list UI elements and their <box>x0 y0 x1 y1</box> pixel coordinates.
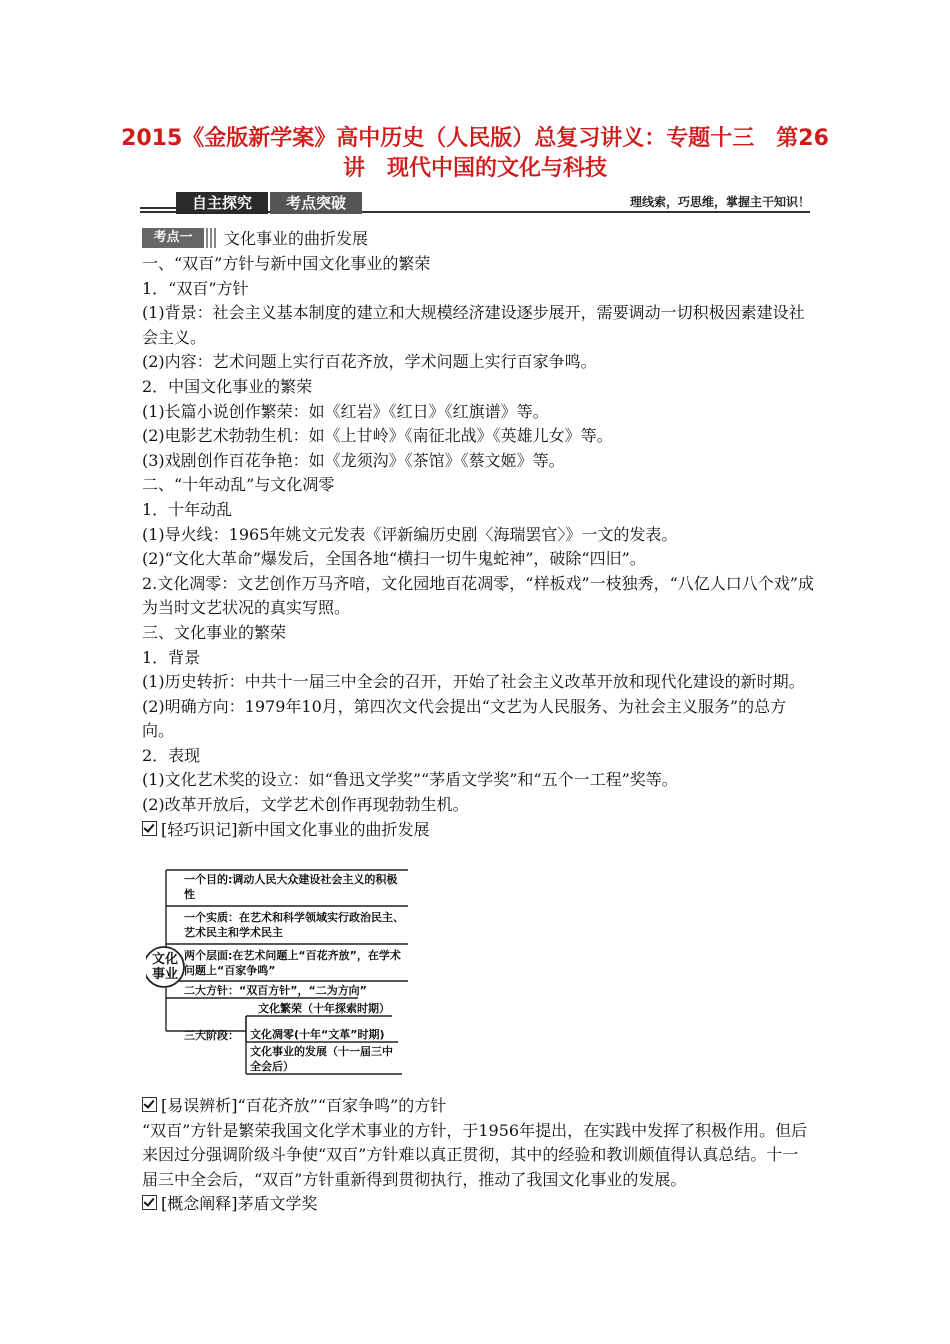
lower-content <box>142 1094 814 1217</box>
checkbox-icon <box>142 821 157 836</box>
text-line: (1)文化艺术奖的设立：如“鲁迅文学奖”“茅盾文学奖”和“五个一工程”奖等。 <box>142 770 678 790</box>
text-line: (1)长篇小说创作繁荣：如《红岩》《红日》《红旗谱》等。 <box>142 401 549 421</box>
checkbox-icon <box>142 1097 157 1112</box>
heading-1: 一、“双百”方针与新中国文化事业的繁荣 <box>142 254 431 273</box>
note-concept <box>142 1192 814 1217</box>
title-line-2: 讲 现代中国的文化与科技 <box>342 156 607 181</box>
note-misconception-text: [易误辨析]“百花齐放”“百家争鸣”的方针 <box>161 1096 447 1115</box>
diagram-stage-prosperity: 文化繁荣（十年探索时期） <box>258 1002 390 1015</box>
kaodian-label: 文化事业的曲折发展 <box>224 229 369 248</box>
heading-3: 三、文化事业的繁荣 <box>142 622 287 642</box>
text-line: (1)历史转折：中共十一届三中全会的召开，开始了社会主义改革开放和现代化建设的新时期。 <box>142 672 805 692</box>
text-line: (2)改革开放后，文学艺术创作再现勃勃生机。 <box>142 795 469 815</box>
subheading: 2．表现 <box>142 745 201 765</box>
kaodian-badge: 考点一 <box>142 228 204 248</box>
diagram-center <box>150 952 180 982</box>
diagram-branch-purpose: 一个目的:调动人民大众建设社会主义的积极性 <box>184 873 398 901</box>
note-misconception <box>142 1094 814 1119</box>
diagram-branch-essence: 一个实质：在艺术和科学领域实行政治民主、艺术民主和学术民主 <box>184 911 404 939</box>
note-memory <box>142 818 814 843</box>
banner-tab-breakthrough: 考点突破 <box>270 192 362 214</box>
note-memory-text: [轻巧识记]新中国文化事业的曲折发展 <box>161 819 430 839</box>
text-line: (3)戏剧创作百花争艳：如《龙须沟》《茶馆》《蔡文姬》等。 <box>142 450 565 470</box>
diagram-center-line2: 事业 <box>151 967 178 982</box>
diagram-stage-development: 文化事业的发展（十一届三中全会后） <box>250 1045 393 1073</box>
text-line: (2)电影艺术勃勃生机：如《上甘岭》《南征北战》《英雄儿女》等。 <box>142 426 613 446</box>
heading-2: 二、“十年动乱”与文化凋零 <box>142 475 335 495</box>
title-line-1: 2015《金版新学案》高中历史（人民版）总复习讲义：专题十三 第26 <box>121 126 829 151</box>
main-content <box>142 252 814 842</box>
banner-slogan: 理线索，巧思维，掌握主干知识！ <box>629 195 810 209</box>
document-title <box>120 124 830 184</box>
text-line: (2)内容：艺术问题上实行百花齐放，学术问题上实行百家争鸣。 <box>142 352 597 372</box>
note-concept-text: [概念阐释]茅盾文学奖 <box>161 1194 318 1214</box>
diagram-stage-decline: 文化凋零(十年“文革”时期) <box>250 1028 385 1041</box>
subheading: 1．背景 <box>142 647 201 667</box>
text-line: (1)背景：社会主义基本制度的建立和大规模经济建设逐步展开，需要调动一切积极因素建设社会主义。 <box>142 303 805 347</box>
subheading: 1．“双百”方针 <box>142 278 249 298</box>
diagram-center-line1: 文化 <box>151 952 178 967</box>
text-line: 2.文化凋零：文艺创作万马齐喑，文化园地百花凋零，“样板戏”一枝独秀，“八亿人口八个戏”成为当时文艺状况的真实写照。 <box>142 573 814 618</box>
section-banner <box>140 192 820 216</box>
text-line: (2)“文化大革命”爆发后，全国各地“横扫一切牛鬼蛇神”，破除“四旧”。 <box>142 549 646 569</box>
text-line: (2)明确方向：1979年10月，第四次文代会提出“文艺为人民服务、为社会主义服务”的总方向。 <box>142 696 787 741</box>
subheading: 1．十年动乱 <box>142 499 233 519</box>
banner-tab-explore: 自主探究 <box>176 192 268 214</box>
kaodian-stripes <box>206 228 216 248</box>
diagram-branch-levels: 两个层面:在艺术问题上“百花齐放”，在学术问题上“百家争鸣” <box>184 949 401 977</box>
explanation-paragraph: “双百”方针是繁荣我国文化学术事业的方针，于1956年提出，在实践中发挥了积极作用。但后来因过分强调阶级斗争使“双百”方针难以真正贯彻，其中的经验和教训颇值得认真总结。十一届三中全会后，“双百”方针重新得到贯彻执行，推动了我国文化事业的发展。 <box>142 1120 808 1189</box>
banner-rule-short <box>140 207 180 209</box>
diagram-branch-stages: 三大阶段： <box>184 1029 239 1042</box>
mind-map-diagram <box>146 868 416 1078</box>
subheading: 2．中国文化事业的繁荣 <box>142 376 313 396</box>
text-line: (1)导火线：1965年姚文元发表《评新编历史剧〈海瑞罢官〉》一文的发表。 <box>142 524 678 544</box>
checkbox-icon <box>142 1195 157 1210</box>
diagram-branch-policies: 二大方针：“双百方针”，“二为方向” <box>184 984 367 997</box>
